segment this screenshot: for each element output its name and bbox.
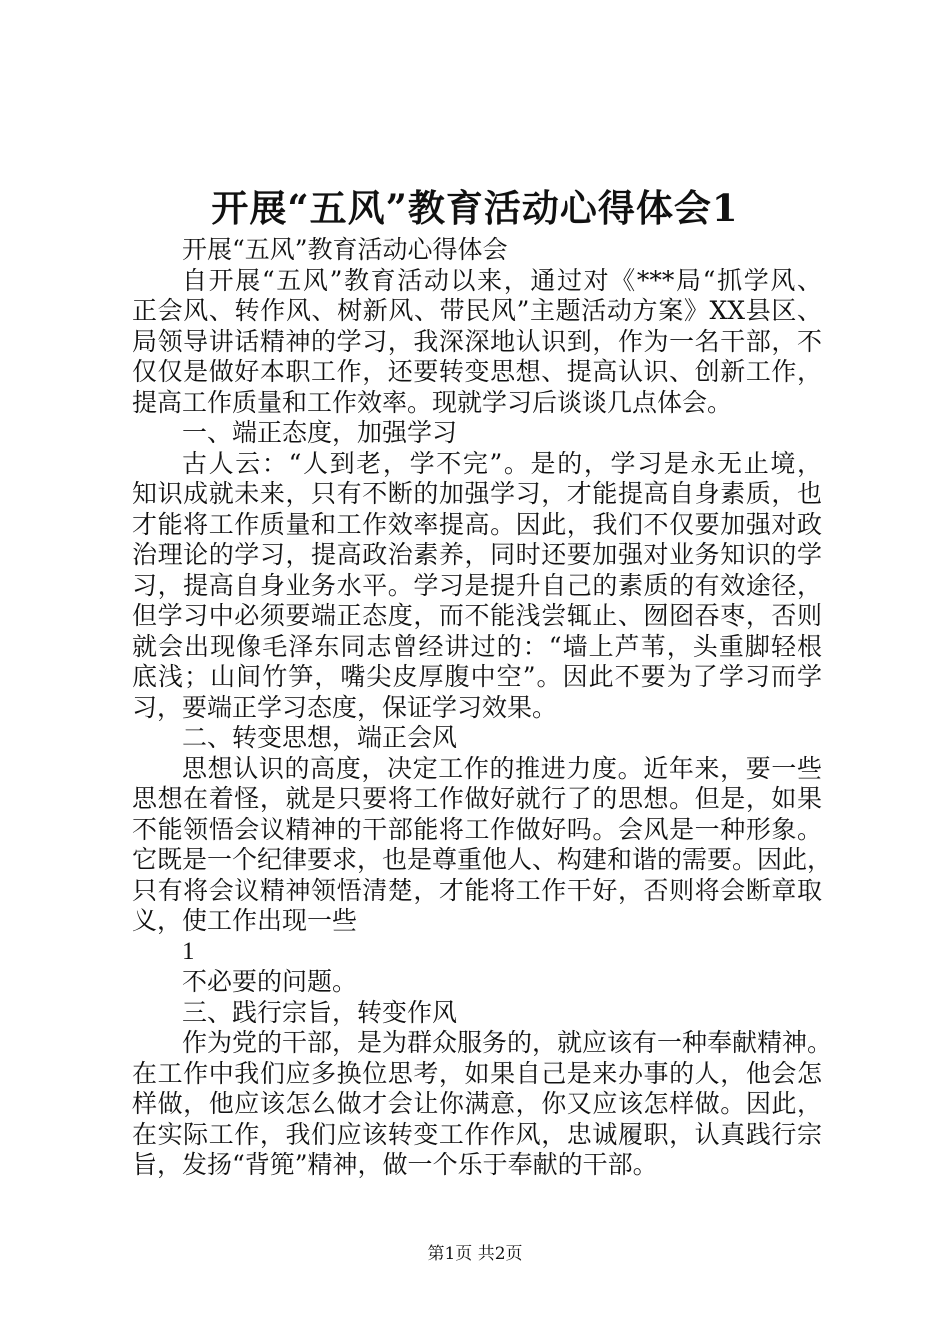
paragraph-line: 不能领悟会议精神的干部能将工作做好吗。会风是一种形象。 bbox=[132, 814, 822, 844]
paragraph-line: 就会出现像毛泽东同志曾经讲过的：“墙上芦苇，头重脚轻根 bbox=[132, 631, 822, 661]
paragraph-line: 旨，发扬“背篼”精神，做一个乐于奉献的干部。 bbox=[132, 1150, 658, 1179]
paragraph-line: 自开展“五风”教育活动以来，通过对《***局“抓学风、 bbox=[182, 265, 822, 295]
paragraph-line: 习，要端正学习态度，保证学习效果。 bbox=[132, 692, 558, 722]
paragraph-line: 仅仅是做好本职工作，还要转变思想、提高认识、创新工作， bbox=[132, 357, 822, 386]
paragraph-line: 它既是一个纪律要求，也是尊重他人、构建和谐的需要。因此， bbox=[132, 845, 833, 874]
page-footer: 第1页 共2页 bbox=[427, 1244, 523, 1264]
paragraph-line: 在工作中我们应多换位思考，如果自己是来办事的人，他会怎 bbox=[132, 1058, 822, 1088]
paragraph-line: 在实际工作，我们应该转变工作作风，忠诚履职，认真践行宗 bbox=[132, 1119, 822, 1149]
paragraph-line: 底浅；山间竹笋，嘴尖皮厚腹中空”。因此不要为了学习而学 bbox=[132, 662, 822, 691]
paragraph-line: 古人云：“人到老，学不完”。是的，学习是永无止境， bbox=[182, 448, 822, 478]
paragraph-line: 思想认识的高度，决定工作的推进力度。近年来，要一些 bbox=[182, 753, 822, 783]
section-heading: 三、践行宗旨，转变作风 bbox=[182, 997, 458, 1027]
paragraph-line: 正会风、转作风、树新风、带民风”主题活动方案》XX县区、 bbox=[132, 296, 822, 325]
paragraph-line: 作为党的干部，是为群众服务的，就应该有一种奉献精神。 bbox=[182, 1028, 833, 1057]
subtitle-line: 开展“五风”教育活动心得体会 bbox=[182, 235, 508, 264]
paragraph-line: 提高工作质量和工作效率。现就学习后谈谈几点体会。 bbox=[132, 387, 733, 417]
document-body bbox=[132, 235, 833, 1181]
paragraph-line: 只有将会议精神领悟清楚，才能将工作干好，否则将会断章取 bbox=[132, 875, 822, 905]
paragraph-line: 义，使工作出现一些 bbox=[132, 906, 358, 935]
paragraph-line: 局领导讲话精神的学习，我深深地认识到，作为一名干部，不 bbox=[132, 326, 822, 356]
paragraph-line: 治理论的学习，提高政治素养，同时还要加强对业务知识的学 bbox=[132, 540, 822, 569]
paragraph-line: 习，提高自身业务水平。学习是提升自己的素质的有效途径， bbox=[132, 570, 822, 600]
inline-page-number: 1 bbox=[182, 937, 195, 965]
paragraph-line: 但学习中必须要端正态度，而不能浅尝辄止、囫囵吞枣，否则 bbox=[132, 601, 822, 630]
paragraph-line: 不必要的问题。 bbox=[182, 967, 358, 996]
paragraph-line: 才能将工作质量和工作效率提高。因此，我们不仅要加强对政 bbox=[132, 509, 822, 539]
paragraph-line: 样做，他应该怎么做才会让你满意，你又应该怎样做。因此， bbox=[132, 1089, 822, 1118]
section-heading: 一、端正态度，加强学习 bbox=[182, 418, 458, 447]
paragraph-line: 知识成就未来，只有不断的加强学习，才能提高自身素质，也 bbox=[132, 479, 822, 508]
document-title: 开展“五风”教育活动心得体会1 bbox=[211, 186, 739, 230]
section-heading: 二、转变思想，端正会风 bbox=[182, 723, 458, 752]
paragraph-line: 思想在着怪，就是只要将工作做好就行了的思想。但是，如果 bbox=[132, 784, 822, 813]
